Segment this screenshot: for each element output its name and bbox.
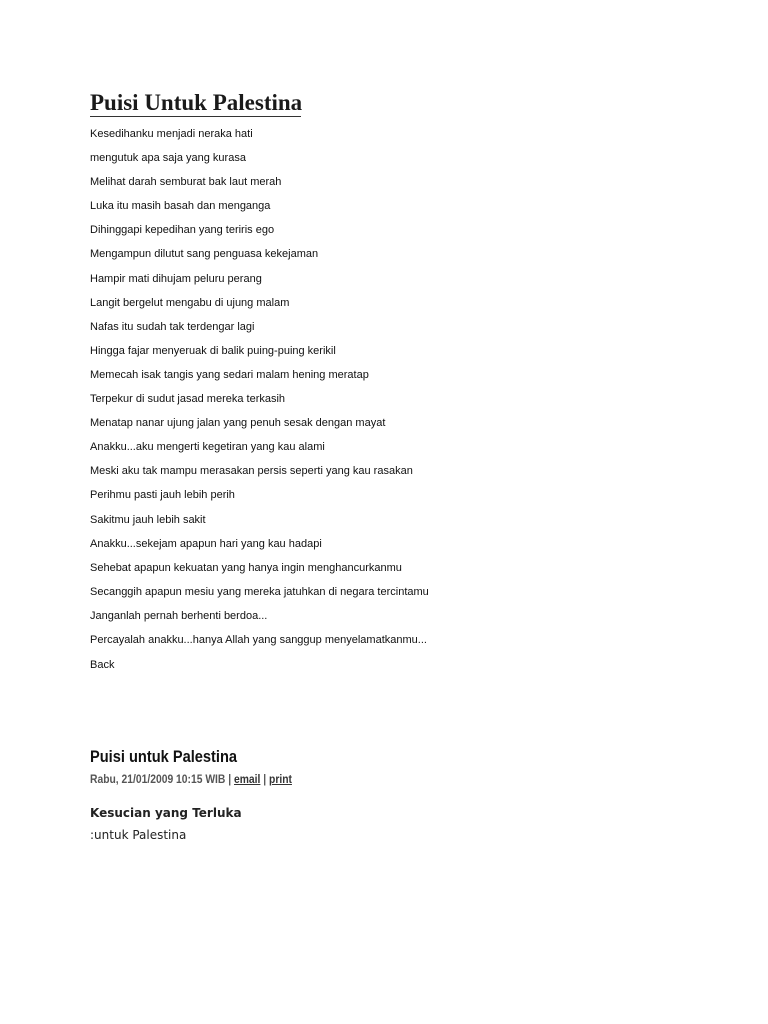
poem-line: Nafas itu sudah tak terdengar lagi	[90, 320, 255, 333]
poem-line: Percayalah anakku...hanya Allah yang sanggup menyelamatkanmu...	[90, 633, 427, 646]
document-page	[90, 0, 730, 1024]
page-title: Puisi Untuk Palestina	[90, 90, 303, 115]
poem-line: Langit bergelut mengabu di ujung malam	[90, 296, 290, 309]
article-meta	[90, 770, 292, 788]
meta-separator: |	[225, 772, 235, 786]
poem-line: Secanggih apapun mesiu yang mereka jatuhkan di negara tercintamu	[90, 585, 429, 598]
poem-line: Sehebat apapun kekuatan yang hanya ingin menghancurkanmu	[90, 561, 402, 574]
poem-line: Hingga fajar menyeruak di balik puing-puing kerikil	[90, 344, 336, 357]
article-title: Puisi untuk Palestina	[90, 747, 238, 766]
poem-line: Dihinggapi kepedihan yang teriris ego	[90, 224, 275, 237]
email-link[interactable]: email	[234, 772, 261, 786]
poem-line: Meski aku tak mampu merasakan persis seperti yang kau rasakan	[90, 465, 413, 478]
poem-line: Perihmu pasti jauh lebih perih	[90, 489, 235, 502]
article-date: Rabu, 21/01/2009 10:15 WIB	[90, 772, 226, 786]
poem-line: Luka itu masih basah dan menganga	[90, 200, 271, 213]
poem-line: Melihat darah semburat bak laut merah	[90, 176, 282, 189]
back-link[interactable]: Back	[90, 659, 115, 671]
poem-line: mengutuk apa saja yang kurasa	[90, 152, 246, 165]
poem-line: Sakitmu jauh lebih sakit	[90, 513, 206, 526]
poem-line: Janganlah pernah berhenti berdoa...	[90, 609, 268, 622]
poem-line: Anakku...sekejam apapun hari yang kau hadapi	[90, 537, 322, 550]
poem-dedication: :untuk Palestina	[90, 828, 187, 842]
title-underline	[90, 116, 301, 117]
poem	[90, 125, 429, 655]
poem-line: Mengampun dilutut sang penguasa kekejaman	[90, 248, 319, 261]
poem-subtitle: Kesucian yang Terluka	[90, 806, 242, 820]
poem-line: Memecah isak tangis yang sedari malam hening meratap	[90, 368, 369, 381]
meta-separator: |	[260, 772, 270, 786]
poem-line: Hampir mati dihujam peluru perang	[90, 272, 262, 285]
poem-line: Anakku...aku mengerti kegetiran yang kau alami	[90, 441, 325, 454]
poem-line: Menatap nanar ujung jalan yang penuh sesak dengan mayat	[90, 417, 386, 430]
poem-line: Kesedihanku menjadi neraka hati	[90, 128, 253, 140]
print-link[interactable]: print	[269, 772, 292, 786]
poem-line: Terpekur di sudut jasad mereka terkasih	[90, 393, 286, 406]
